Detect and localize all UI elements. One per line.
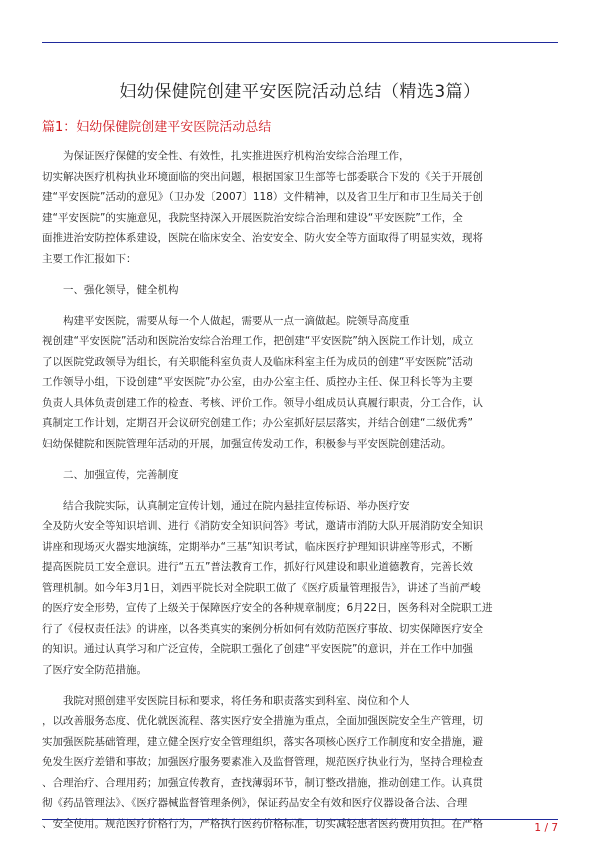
paragraph-line: 视创建“平安医院”活动和医院治安综合治理工作，把创建“平安医院”纳入医院工作计划，成立 (42, 335, 474, 347)
paragraph-line: 结合我院实际，认真制定宣传计划，通过在院内悬挂宣传标语、举办医疗安 (63, 499, 410, 512)
paragraph-line: 全及防火安全等知识培训、进行《消防安全知识问答》考试，邀请市消防大队开展消防安全知识 (42, 520, 483, 532)
subheading: 一、强化领导，健全机构 (63, 283, 179, 296)
paragraph-line: 、安全使用。规范医疗价格行为，严格执行医药价格标准，切实减轻患者医药费用负担。在严格 (42, 817, 483, 830)
paragraph-line: 行了《侵权责任法》的讲座，以各类真实的案例分析如何有效防范医疗事故、切实保障医疗安全 (42, 622, 483, 635)
paragraph-line: 我院对照创建平安医院目标和要求，将任务和职责落实到科室、岗位和个人 (63, 694, 410, 707)
paragraph-line: 切实解决医疗机构执业环境面临的突出问题，根据国家卫生部等七部委联合下发的《关于开展创 (42, 170, 483, 183)
paragraph-line: 为保证医疗保健的安全性、有效性，扎实推进医疗机构治安综合治理工作， (63, 150, 410, 162)
footer-rule (42, 819, 558, 820)
paragraph-line: 工作领导小组，下设创建“平安医院”办公室，由办公室主任、质控办主任、保卫科长等为主要 (42, 376, 473, 388)
subheading: 二、加强宣传，完善制度 (63, 468, 179, 481)
paragraph-line: 的知识。通过认真学习和广泛宣传，全院职工强化了创建“平安医院”的意识，并在工作中加强 (42, 643, 473, 655)
paragraph-line: ，以改善服务态度、优化就医流程、落实医疗安全措施为重点，全面加强医院安全生产管理，切 (42, 715, 483, 727)
section-title: 篇1：妇幼保健院创建平安医院活动总结 (42, 120, 272, 135)
paragraph-line: 构建平安医院，需要从每一个人做起，需要从一点一滴做起。院领导高度重 (63, 314, 410, 327)
paragraph-line: 的医疗安全形势，宣传了上级关于保障医疗安全的各种规章制度；6月22日，医务科对全院职工进 (42, 602, 493, 614)
page-title: 妇幼保健院创建平安医院活动总结（精选3篇） (119, 82, 481, 102)
header-rule (42, 42, 558, 43)
paragraph-line: 负责人具体负责创建工作的检查、考核、评价工作。领导小组成员认真履行职责，分工合作，认 (42, 396, 483, 409)
paragraph-line: 建“平安医院”活动的意见》（卫办发〔2007〕118）文件精神，以及省卫生厅和市卫生局关于创 (42, 191, 483, 203)
paragraph-line: 真制定工作计划，定期召开会议研究创建工作；办公室抓好层层落实，并结合创建“二级优秀” (42, 417, 473, 429)
paragraph-line: 了医疗安全防范措施。 (42, 663, 147, 676)
paragraph-line: 管理机制。如今年3月1日，刘西平院长对全院职工做了《医疗质量管理报告》，讲述了当前严峻 (42, 581, 481, 594)
paragraph-line: 主要工作汇报如下： (42, 252, 137, 265)
paragraph-line: 实加强医院基础管理，建立健全医疗安全管理组织，落实各项核心医疗工作制度和安全措施，避 (42, 735, 483, 748)
paragraph-line: 彻《药品管理法》、《医疗器械监督管理条例》，保证药品安全有效和医疗仪器设备合法、合理 (42, 797, 468, 809)
document-body (42, 146, 558, 834)
paragraph-line: 提高医院员工安全意识。进行“五五”普法教育工作，抓好行风建设和职业道德教育，完善长效 (42, 561, 473, 573)
paragraph-line: 讲座和现场灭火器实地演练，定期举办“三基”知识考试，临床医疗护理知识讲座等形式，不断 (42, 540, 473, 553)
paragraph-line: 面推进治安防控体系建设，医院在临床安全、治安安全、防火安全等方面取得了明显实效，现将 (42, 232, 483, 244)
paragraph-line: 妇幼保健院和医院管理年活动的开展，加强宣传发动工作，积极参与平安医院创建活动。 (42, 437, 452, 450)
page-number: 1 / 7 (534, 822, 558, 834)
paragraph-line: 、合理治疗、合理用药；加强宣传教育，查找薄弱环节，制订整改措施，推动创建工作。认真贯 (42, 776, 483, 789)
paragraph-line: 免发生医疗差错和事故；加强医疗服务要素准入及监督管理，规范医疗执业行为，坚持合理检查 (42, 756, 483, 768)
paragraph-line: 建“平安医院”的实施意见，我院坚持深入开展医院治安综合治理和建设“平安医院”工作，全 (42, 211, 463, 224)
paragraph-line: 了以医院党政领导为组长，有关职能科室负责人及临床科室主任为成员的创建“平安医院”活动 (42, 355, 473, 368)
